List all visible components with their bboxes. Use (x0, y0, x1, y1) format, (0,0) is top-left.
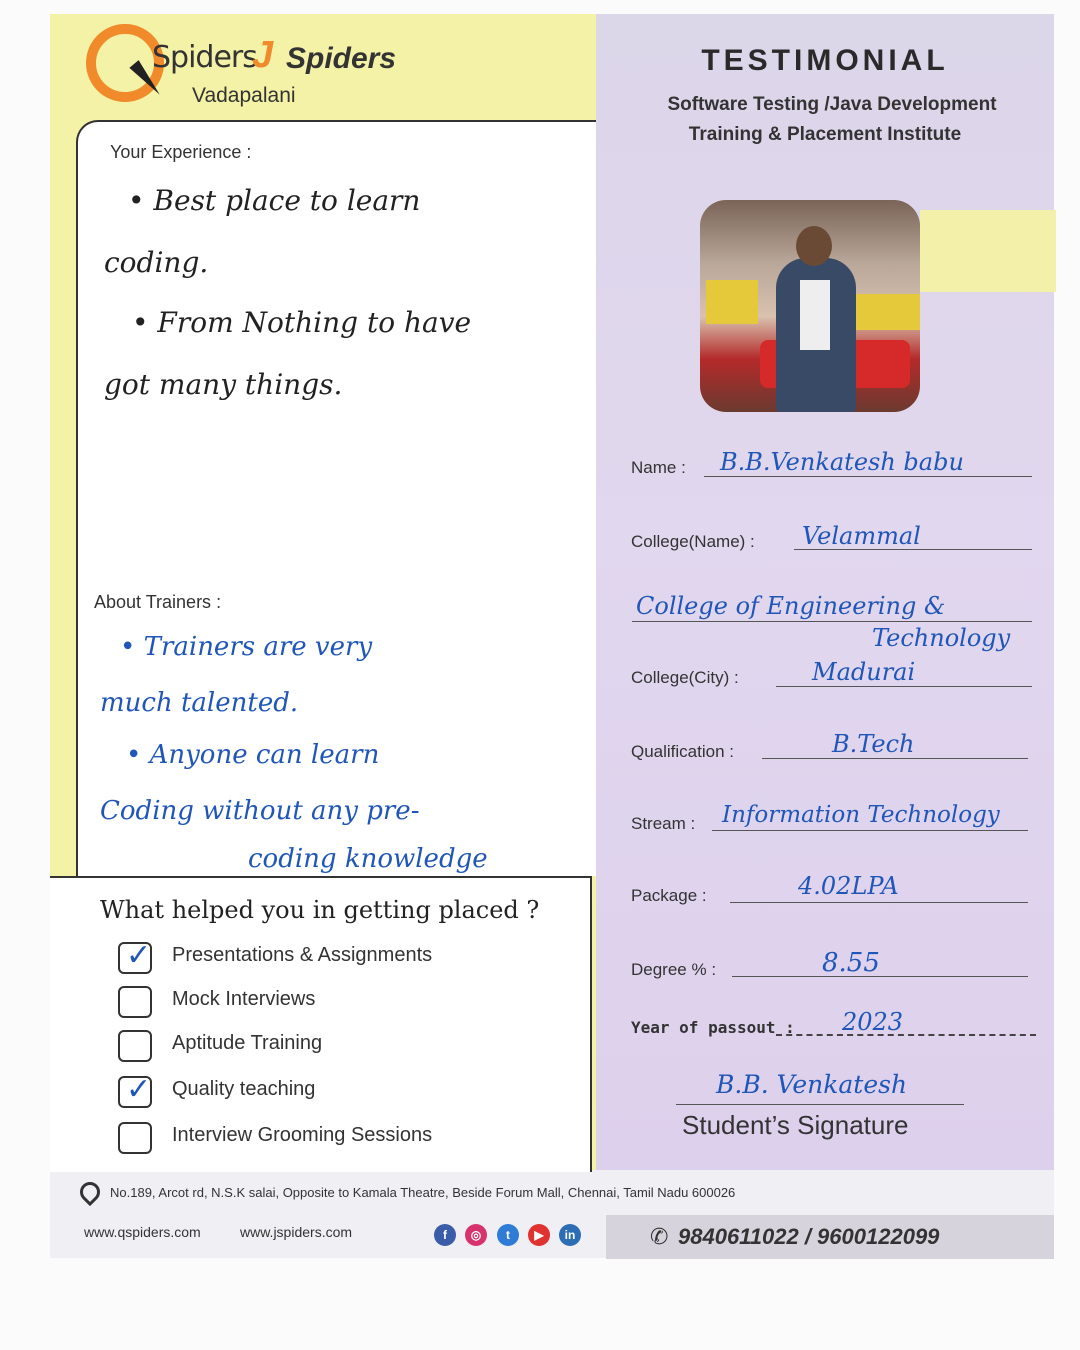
degree-value: 8.55 (822, 948, 880, 978)
degree-underline (732, 976, 1028, 977)
checkmark-icon: ✓ (126, 1073, 152, 1106)
college-value-3: Technology (872, 624, 1011, 652)
trainers-line: coding knowledge (248, 844, 488, 874)
experience-line: got many things. (104, 368, 343, 401)
stream-value: Information Technology (722, 802, 1000, 828)
experience-line: coding. (104, 246, 209, 279)
college-underline-2 (632, 621, 1032, 622)
page-title: TESTIMONIAL (701, 44, 949, 77)
checkbox-label: Aptitude Training (172, 1032, 323, 1054)
checkbox-row[interactable] (118, 939, 558, 974)
name-value: B.B.Venkatesh babu (720, 448, 964, 476)
logo-qspiders-text: Spiders (152, 40, 257, 75)
checkbox-row[interactable] (118, 1073, 558, 1108)
address-text: No.189, Arcot rd, N.S.K salai, Opposite to Kamala Theatre, Beside Forum Mall, Chennai, Tamil Nadu 600026 (110, 1185, 736, 1200)
signature-label: Student’s Signature (682, 1110, 909, 1140)
checkbox-row[interactable] (118, 1122, 558, 1154)
college-value: Velammal (802, 522, 921, 550)
college-value-2: College of Engineering & (636, 592, 946, 620)
trainers-line: • Anyone can learn (126, 740, 380, 770)
helped-title: What helped you in getting placed ? (100, 896, 540, 924)
signature-underline (676, 1104, 964, 1105)
stream-label: Stream : (631, 814, 696, 833)
trainers-box (76, 584, 596, 876)
website-link[interactable]: www.jspiders.com (240, 1224, 353, 1240)
checkbox[interactable] (118, 986, 152, 1018)
trainers-label: About Trainers : (94, 592, 222, 612)
checkbox-label: Interview Grooming Sessions (172, 1124, 433, 1146)
package-value: 4.02LPA (798, 872, 899, 900)
photo-background-shape (706, 280, 758, 324)
photo-background-shape (850, 294, 920, 330)
youtube-icon[interactable]: ▶ (528, 1224, 550, 1246)
decorative-strip (920, 210, 1056, 292)
qualification-value: B.Tech (832, 730, 915, 758)
package-label: Package : (631, 886, 707, 905)
qualification-label: Qualification : (631, 742, 734, 761)
phone-numbers[interactable]: 9840611022 / 9600122099 (678, 1224, 940, 1249)
package-underline (730, 902, 1028, 903)
city-label: College(City) : (631, 668, 739, 687)
checkbox-label: Mock Interviews (172, 988, 316, 1010)
college-label: College(Name) : (631, 532, 755, 551)
student-photo (700, 200, 920, 412)
checkmark-icon: ✓ (126, 939, 152, 972)
qualification-underline (762, 758, 1028, 759)
checkbox-label: Presentations & Assignments (172, 944, 433, 966)
website-link[interactable]: www.qspiders.com (84, 1224, 201, 1240)
trainers-line: Coding without any pre- (100, 796, 420, 826)
signature-value: B.B. Venkatesh (716, 1070, 908, 1099)
stream-underline (712, 830, 1028, 831)
checkbox[interactable] (118, 1030, 152, 1062)
trainers-line: • Trainers are very (120, 632, 373, 662)
degree-label: Degree % : (631, 960, 717, 979)
photo-shirt-shape (800, 280, 830, 350)
checkbox-row[interactable] (118, 1030, 558, 1062)
name-underline (704, 476, 1032, 477)
checkbox[interactable] (118, 1122, 152, 1154)
trainers-line: much talented. (100, 688, 299, 718)
linkedin-icon[interactable]: in (559, 1224, 581, 1246)
checkbox[interactable] (118, 939, 152, 974)
instagram-icon[interactable]: ◎ (465, 1224, 487, 1246)
phone-icon: ✆ (650, 1224, 669, 1249)
subtitle-line-1: Software Testing /Java Development (667, 94, 997, 115)
checkbox-label: Quality teaching (172, 1078, 316, 1100)
experience-line: • Best place to learn (128, 184, 421, 217)
experience-line: • From Nothing to have (132, 306, 472, 339)
logo-jspiders-text: Spiders (286, 42, 397, 75)
facebook-icon[interactable]: f (434, 1224, 456, 1246)
city-underline (776, 686, 1032, 687)
name-label: Name : (631, 458, 686, 477)
year-value: 2023 (842, 1008, 904, 1036)
city-value: Madurai (812, 658, 916, 686)
photo-head-shape (796, 226, 832, 266)
checkbox-row[interactable] (118, 986, 558, 1018)
checkbox[interactable] (118, 1073, 152, 1108)
page-subtitle (596, 90, 1068, 150)
subtitle-line-2: Training & Placement Institute (688, 124, 962, 145)
year-label: Year of passout : (631, 1018, 795, 1037)
experience-label: Your Experience : (110, 142, 252, 162)
logo-j-letter: J (252, 34, 274, 76)
twitter-icon[interactable]: t (497, 1224, 519, 1246)
year-underline (776, 1034, 1036, 1036)
location-label: Vadapalani (192, 84, 296, 107)
